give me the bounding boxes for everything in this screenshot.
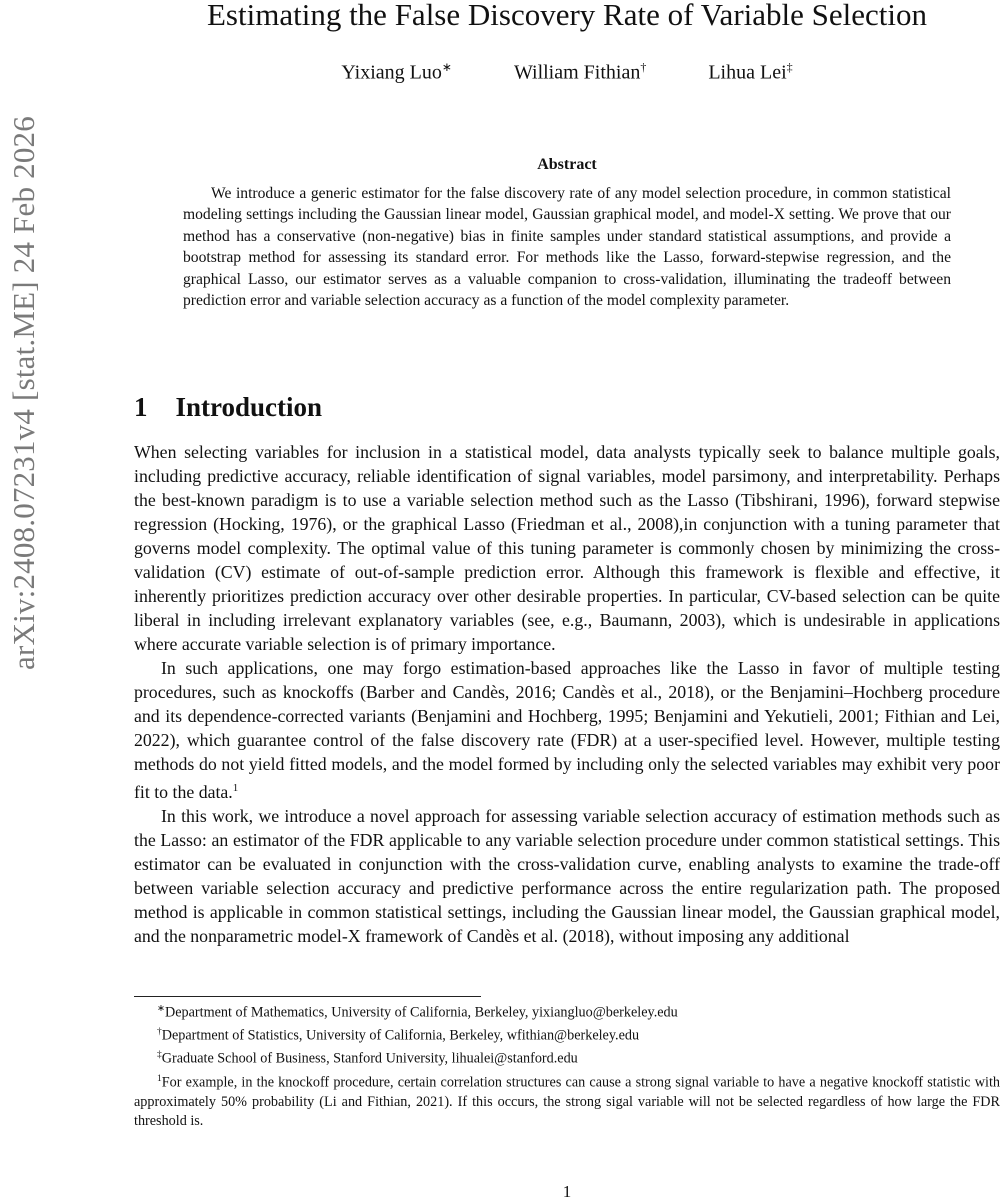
abstract-text: We introduce a generic estimator for the false discovery rate of any model selection procedure, in common statistical modeling settings including the Gaussian linear model, Gaussian graphical model, and model-X setting. We prove that our method has a conservative (non-negative) bias in finite samples under standard statistical assumptions, and provide a bootstrap method for assessing its standard error. For methods like the Lasso, forward-stepwise regression, and the graphical Lasso, our estimator serves as a valuable companion to cross-validation, illuminating the tradeoff between prediction error and variable selection accuracy as a function of the model complexity parameter. <box>183 185 951 310</box>
footnote-divider <box>134 996 481 997</box>
paragraph: When selecting variables for inclusion in a statistical model, data analysts typically seek to balance multiple goals, including predictive accuracy, reliable identification of signal variables, model parsimony, and interpretability. Perhaps the best-known paradigm is to use a variable selection method such as the Lasso (Tibshirani, 1996), forward stepwise regression (Hocking, 1976), or the graphical Lasso (Friedman et al., 2008),in conjunction with a tuning parameter that governs model complexity. The optimal value of this tuning parameter is commonly chosen by minimizing the cross-validation (CV) estimate of out-of-sample prediction error. Although this framework is flexible and effective, it inherently prioritizes prediction accuracy over other desirable properties. In particular, CV-based selection can be quite liberal in including irrelevant explanatory variables (see, e.g., Baumann, 2003), which is undesirable in applications where accurate variable selection is of primary importance. <box>134 442 1000 654</box>
page-number: 1 <box>562 1182 572 1201</box>
arxiv-stamp-text: arXiv:2408.07231v4 [stat.ME] 24 Feb 2026 <box>6 116 42 670</box>
footnotes <box>134 1000 1000 1132</box>
section-number: 1 <box>134 392 148 422</box>
footnote: ∗Department of Mathematics, University of California, Berkeley, yixiangluo@berkeley.edu <box>157 1004 678 1021</box>
footnote-ref[interactable]: 1 <box>232 782 239 794</box>
footnote: †Department of Statistics, University of California, Berkeley, wfithian@berkeley.edu <box>157 1027 640 1044</box>
author: Lihua Lei‡ <box>708 60 793 84</box>
body-text <box>134 440 1000 948</box>
footnote: ‡Graduate School of Business, Stanford University, lihualei@stanford.edu <box>157 1050 578 1068</box>
footnote: $^1$For example, in the knockoff procedure, certain correlation structures can cause a strong signal variable to have a negative knockoff statistic with approximately 50% probability (Li and Fithian, 2021). If this occurs, the strong sigal variable will not be selected regardless of how large the FDR threshold is. <box>134 1073 1000 1130</box>
arxiv-stamp <box>4 116 44 670</box>
author: William Fithian† <box>513 60 647 84</box>
paper-title: Estimating the False Discovery Rate of Variable Selection <box>207 0 927 32</box>
paragraph: In such applications, one may forgo estimation-based approaches like the Lasso in favor of multiple testing procedures, such as knockoffs (Barber and Candès, 2016; Candès et al., 2018), or the Benjamini–Hochberg procedure and its dependence-corrected variants (Benjamini and Hochberg, 1995; Benjamini and Yekutieli, 2001; Fithian and Lei, 2022), which guarantee control of the false discovery rate (FDR) at a user-specified level. However, multiple testing methods do not yield fitted models, and the model formed by including only the selected variables may exhibit very poor fit to the data.$^1$ <box>134 658 1000 802</box>
abstract-heading: Abstract <box>537 156 597 173</box>
author: Yixiang Luo∗ <box>341 60 452 84</box>
section-heading <box>134 392 322 423</box>
section-title: Introduction <box>175 392 323 422</box>
author-list <box>134 60 1000 85</box>
paragraph: In this work, we introduce a novel approach for assessing variable selection accuracy of estimation methods such as the Lasso: an estimator of the FDR applicable to any variable selection procedure under common statistical settings. This estimator can be evaluated in conjunction with the cross-validation curve, enabling analysts to examine the trade-off between variable selection accuracy and predictive performance across the entire regularization path. The proposed method is applicable in common statistical settings, including the Gaussian linear model, the Gaussian graphical model, and the nonparametric model-X framework of Candès et al. (2018), without imposing any additional <box>134 805 1000 946</box>
